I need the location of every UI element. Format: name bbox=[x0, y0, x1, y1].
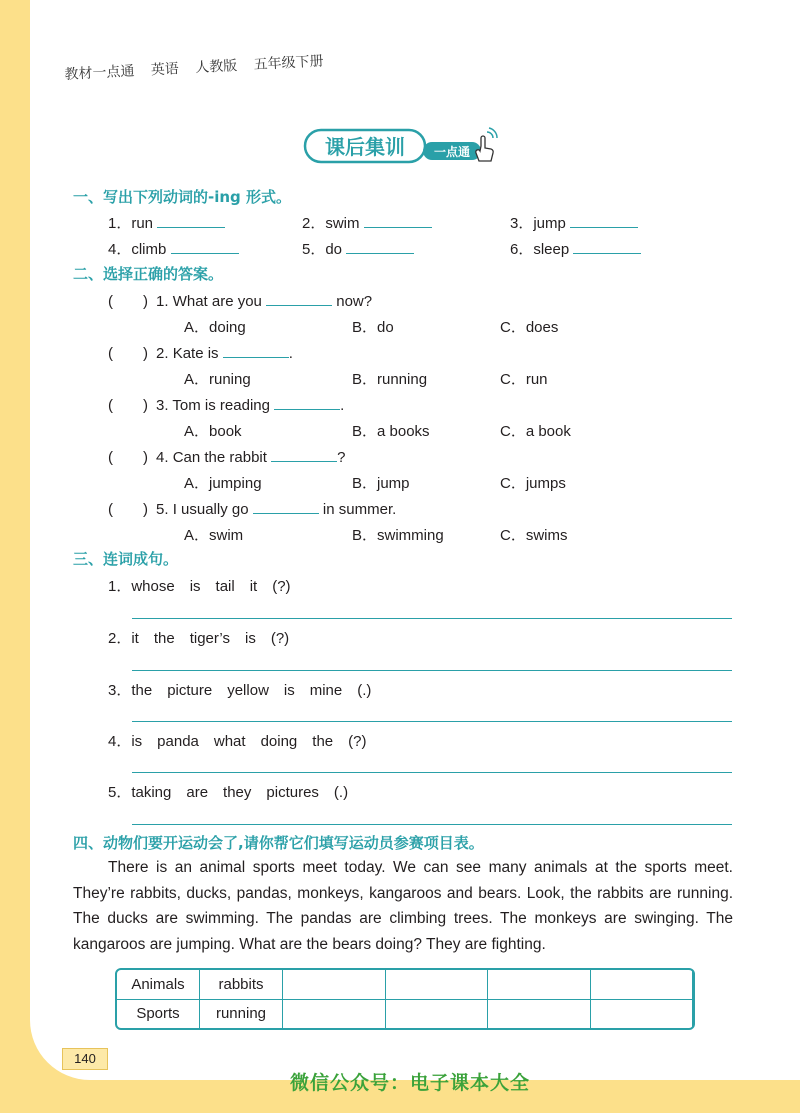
option-a: A．doing bbox=[184, 319, 246, 336]
answer-blank[interactable] bbox=[171, 253, 239, 254]
question-text: Kate is bbox=[172, 345, 219, 362]
ing-item bbox=[302, 238, 414, 259]
answer-blank bbox=[274, 409, 340, 410]
question-text: Tom is reading bbox=[172, 397, 270, 414]
section1-title: 一、写出下列动词的-ing 形式。 bbox=[73, 188, 292, 206]
banner-title: 课后集训 bbox=[325, 135, 405, 159]
table-cell[interactable] bbox=[488, 1000, 591, 1028]
mc-question bbox=[108, 446, 345, 467]
answer-line[interactable] bbox=[132, 824, 732, 825]
answer-blank[interactable] bbox=[570, 227, 638, 228]
word-order-item: 1．whose is tail it (?) bbox=[108, 578, 291, 595]
page-number: 140 bbox=[62, 1048, 108, 1070]
question-number: 2. bbox=[156, 345, 169, 362]
option-c: C．run bbox=[500, 371, 548, 388]
question-text-end: now? bbox=[336, 293, 373, 310]
section3-title: 三、连词成句。 bbox=[73, 550, 179, 568]
option-b: B．swimming bbox=[352, 527, 444, 544]
reading-passage bbox=[73, 855, 733, 957]
option-c: C．a book bbox=[500, 423, 571, 440]
option-c: C．does bbox=[500, 319, 559, 336]
table-cell[interactable] bbox=[591, 1000, 694, 1028]
table-cell[interactable] bbox=[283, 1000, 386, 1028]
option-b: B．jump bbox=[352, 475, 410, 492]
ing-item-label: 1．run bbox=[108, 215, 154, 232]
word-order-item: 5．taking are they pictures (.) bbox=[108, 784, 349, 801]
option-a: A．book bbox=[184, 423, 242, 440]
answer-blank[interactable] bbox=[364, 227, 432, 228]
answer-line[interactable] bbox=[132, 618, 732, 619]
mc-question bbox=[108, 498, 396, 519]
passage-text: There is an animal sports meet today. We can see many animals at the sports meet. They’re rabbits, ducks, pandas, monkeys, kangaroos and bears. Look, the rabbits are running. The ducks are swimming. The pandas are climbing trees. The monkeys are swinging. The kangaroos are jumping. What are the bears doing? They are fighting. bbox=[73, 859, 733, 953]
option-a: A．jumping bbox=[184, 475, 262, 492]
table-cell[interactable] bbox=[386, 970, 489, 1000]
question-number: 1. bbox=[156, 293, 169, 310]
answer-bracket[interactable]: ( ) bbox=[108, 293, 148, 310]
ing-item bbox=[510, 238, 641, 259]
edition-name: 人教版 bbox=[194, 57, 238, 77]
ing-item bbox=[510, 212, 638, 233]
question-text-end: . bbox=[288, 345, 293, 362]
section2-title: 二、选择正确的答案。 bbox=[73, 265, 224, 283]
answer-line[interactable] bbox=[132, 772, 732, 773]
answer-bracket[interactable]: ( ) bbox=[108, 345, 148, 362]
table-cell[interactable] bbox=[386, 1000, 489, 1028]
question-number: 3. bbox=[156, 397, 169, 414]
option-c: C．jumps bbox=[500, 475, 566, 492]
table-row-animals bbox=[117, 970, 693, 1000]
answer-bracket[interactable]: ( ) bbox=[108, 449, 148, 466]
sports-entry-table bbox=[115, 968, 695, 1030]
table-cell[interactable] bbox=[488, 970, 591, 1000]
word-order-item: 2．it the tiger’s is (?) bbox=[108, 630, 290, 647]
option-b: B．running bbox=[352, 371, 428, 388]
option-a: A．runing bbox=[184, 371, 251, 388]
answer-bracket[interactable]: ( ) bbox=[108, 501, 148, 518]
table-cell: Animals bbox=[117, 970, 200, 1000]
section4-title: 四、动物们要开运动会了,请你帮它们填写运动员参赛项目表。 bbox=[73, 834, 484, 852]
option-b: B．a books bbox=[352, 423, 430, 440]
grade-name: 五年级下册 bbox=[253, 53, 324, 74]
table-cell: rabbits bbox=[200, 970, 283, 1000]
answer-blank bbox=[253, 513, 319, 514]
table-cell: running bbox=[200, 1000, 283, 1028]
question-text-end: ? bbox=[337, 449, 346, 466]
option-b: B．do bbox=[352, 319, 394, 336]
ing-item bbox=[108, 212, 225, 233]
option-c: C．swims bbox=[500, 527, 568, 544]
ing-item-label: 2．swim bbox=[302, 215, 360, 232]
mc-question bbox=[108, 290, 372, 311]
ing-item bbox=[302, 212, 432, 233]
question-text: I usually go bbox=[172, 501, 249, 518]
answer-blank bbox=[266, 305, 332, 306]
answer-blank[interactable] bbox=[157, 227, 225, 228]
ing-item bbox=[108, 238, 239, 259]
question-text: Can the rabbit bbox=[172, 449, 267, 466]
ing-item-label: 3．jump bbox=[510, 215, 566, 232]
word-order-item: 4．is panda what doing the (?) bbox=[108, 733, 367, 750]
ing-item-label: 6．sleep bbox=[510, 241, 570, 258]
word-order-item: 3．the picture yellow is mine (.) bbox=[108, 682, 372, 699]
answer-line[interactable] bbox=[132, 670, 732, 671]
answer-blank bbox=[271, 461, 337, 462]
answer-blank[interactable] bbox=[573, 253, 641, 254]
answer-line[interactable] bbox=[132, 721, 732, 722]
banner-subtitle: 一点通 bbox=[433, 145, 471, 159]
question-text: What are you bbox=[172, 293, 262, 310]
table-cell: Sports bbox=[117, 1000, 200, 1028]
mc-question bbox=[108, 394, 344, 415]
answer-blank[interactable] bbox=[346, 253, 414, 254]
answer-bracket[interactable]: ( ) bbox=[108, 397, 148, 414]
title-banner bbox=[303, 126, 503, 166]
question-number: 4. bbox=[156, 449, 169, 466]
question-number: 5. bbox=[156, 501, 169, 518]
book-name: 教材一点通 bbox=[64, 63, 135, 84]
question-text-end: in summer. bbox=[322, 501, 397, 518]
table-row-sports bbox=[117, 1000, 693, 1028]
table-cell[interactable] bbox=[591, 970, 694, 1000]
ing-item-label: 4．climb bbox=[108, 241, 167, 258]
mc-question bbox=[108, 342, 293, 363]
subject-name: 英语 bbox=[150, 61, 180, 79]
option-a: A．swim bbox=[184, 527, 244, 544]
ing-item-label: 5．do bbox=[302, 241, 343, 258]
question-text-end: . bbox=[340, 397, 345, 414]
footer-watermark: 微信公众号：电子课本大全 bbox=[290, 1072, 531, 1094]
answer-blank bbox=[223, 357, 289, 358]
table-cell[interactable] bbox=[283, 970, 386, 1000]
